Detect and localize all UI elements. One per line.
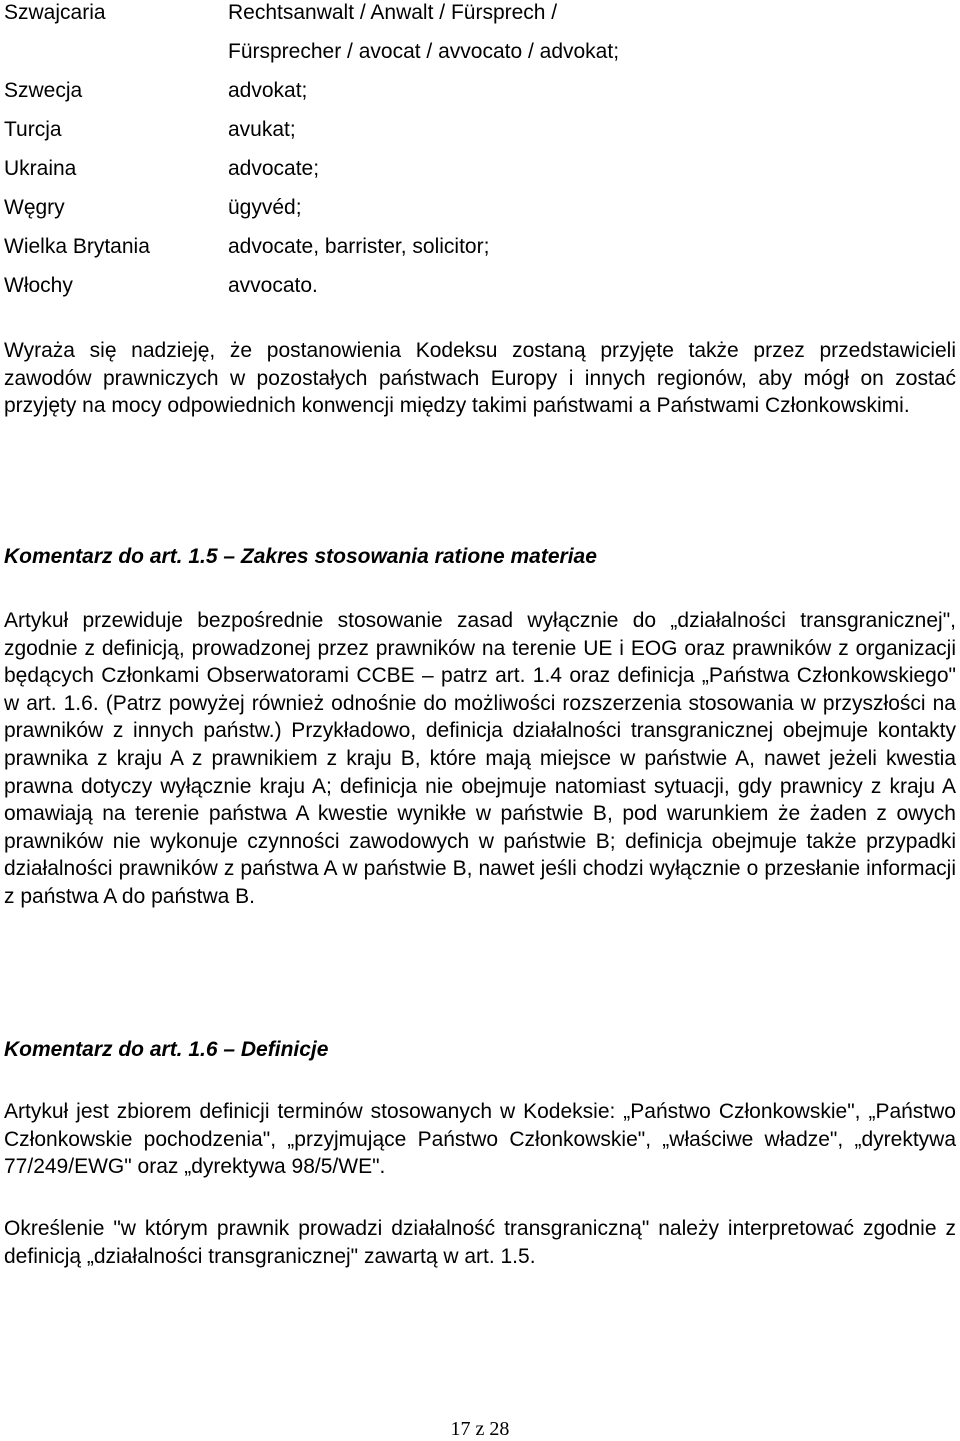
country-name: Turcja [4,118,62,141]
country-row [4,195,956,234]
section-heading-art-1-5: Komentarz do art. 1.5 – Zakres stosowania ratione materiae [4,545,597,568]
term-line: Rechtsanwalt / Anwalt / Fürsprech / [228,1,558,24]
country-terms [228,78,956,117]
country-terms [228,234,956,273]
country-name: Szwecja [4,79,83,102]
country-terms [228,117,956,156]
term-line: advokat; [228,79,308,102]
intro-paragraph: Wyraża się nadzieję, że postanowienia Kodeksu zostaną przyjęte także przez przedstawicieli zawodów prawniczych w pozostałych państwach Europy i innych regionów, aby mógł on zostać przyjęty na mocy odpowiednich konwencji między takimi państwami a Państwami Członkowskimi. [4,339,956,418]
country-name: Węgry [4,196,65,219]
country-name: Włochy [4,274,73,297]
section-heading-art-1-6: Komentarz do art. 1.6 – Definicje [4,1038,329,1061]
country-terms [228,0,956,78]
country-row [4,78,956,117]
country-name: Szwajcaria [4,1,106,24]
country-terms [228,195,956,234]
section-body-art-1-6-definitions: Artykuł jest zbiorem definicji terminów stosowanych w Kodeksie: „Państwo Członkowskie", „Państwo Członkowskie pochodzenia", „przyjmujące Państwo Członkowskie", „właściwe władze", „dyrektywa 77/249/EWG" oraz „dyrektywa 98/5/WE". [4,1100,956,1179]
country-row [4,273,956,312]
country-row [4,234,956,273]
country-name: Ukraina [4,157,77,180]
country-terms [228,156,956,195]
country-row [4,0,956,78]
country-row [4,117,956,156]
page-number: 17 z 28 [450,1418,510,1440]
section-body-art-1-6-interpretation: Określenie "w którym prawnik prowadzi działalność transgraniczną" należy interpretować zgodnie z definicją „działalności transgranicznej" zawartą w art. 1.5. [4,1217,956,1268]
term-line: advocate, barrister, solicitor; [228,235,490,258]
term-line: avukat; [228,118,296,141]
country-name: Wielka Brytania [4,235,150,258]
term-line: ügyvéd; [228,196,302,219]
country-row [4,156,956,195]
term-line: Fürsprecher / avocat / avvocato / advokat; [228,40,620,63]
section-body-art-1-5: Artykuł przewiduje bezpośrednie stosowanie zasad wyłącznie do „działalności transgranicznej", zgodnie z definicją, prowadzonej przez prawników na terenie UE i EOG oraz prawników z organizacji będących Członkami Obserwatorami CCBE – patrz art. 1.4 oraz definicja „Państwa Członkowskiego" w art. 1.6. (Patrz powyżej również odnośnie do możliwości rozszerzenia stosowania w przyszłości na prawników z innych państw.) Przykładowo, definicja działalności transgranicznej obejmuje kontakty prawnika z kraju A z prawnikiem z kraju B, które mają miejsce w państwie A, nawet jeżeli kwestia prawna dotyczy wyłącznie kraju A; definicja nie obejmuje natomiast sytuacji, gdy prawnicy z kraju A omawiają na terenie państwa A kwestie wynikłe w państwie B, pod warunkiem że żaden z owych prawników nie wykonuje czynności zawodowych w państwie B; definicja obejmuje także przypadki działalności prawników z państwa A w państwie B, nawet jeśli chodzi wyłącznie o przesłanie informacji z państwa A do państwa B. [4,609,956,908]
term-line: advocate; [228,157,320,180]
term-line: avvocato. [228,274,318,297]
country-terms [228,273,956,312]
